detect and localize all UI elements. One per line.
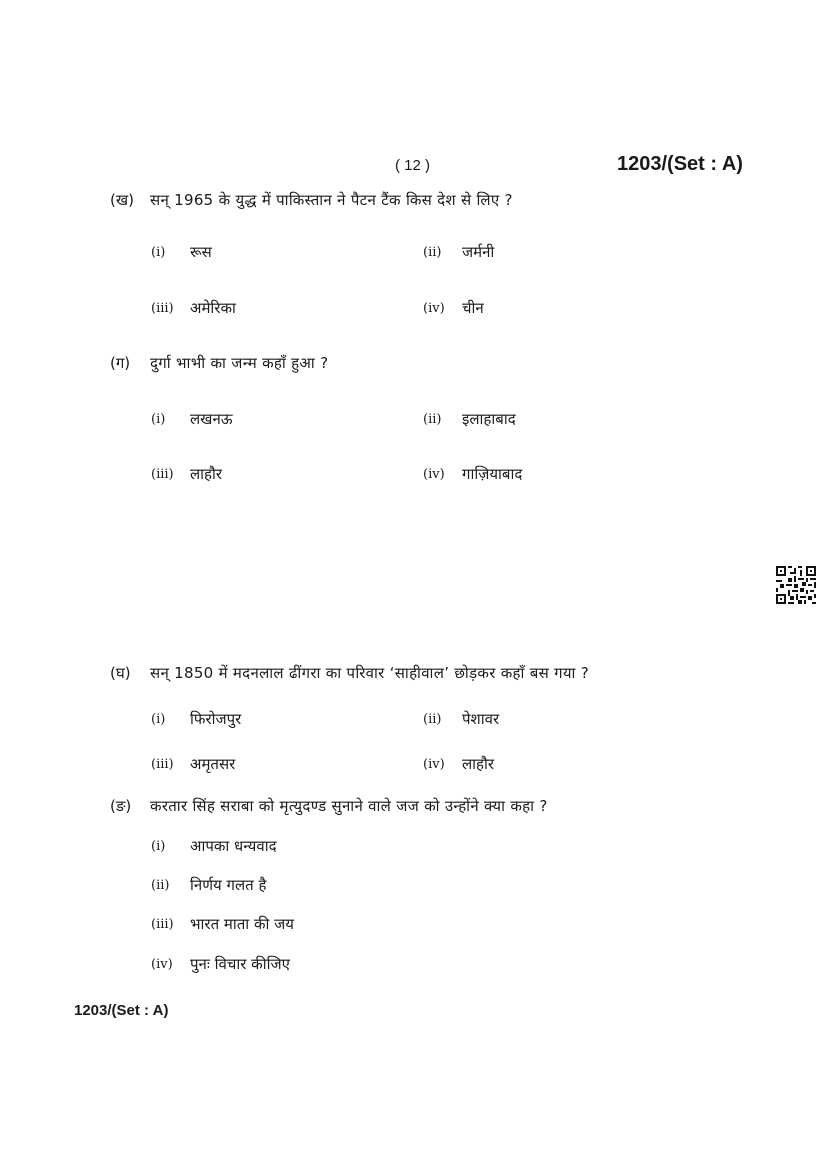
question-label: (ङ)	[110, 797, 132, 815]
option-text: पुनः विचार कीजिए	[190, 955, 290, 973]
paper-code-footer: 1203/(Set : A)	[74, 1002, 169, 1019]
option-text: अमृतसर	[190, 755, 236, 773]
question-text: सन् 1965 के युद्ध में पाकिस्तान ने पैटन टैंक किस देश से लिए ?	[150, 191, 513, 209]
option-text: लखनऊ	[190, 410, 233, 428]
option-number: (ii)	[423, 412, 442, 427]
question-label: (ख)	[110, 191, 134, 209]
option-number: (iv)	[151, 957, 173, 972]
option-text: आपका धन्यवाद	[190, 837, 277, 855]
option-number: (i)	[151, 245, 166, 260]
option-number: (i)	[151, 839, 166, 854]
option-text: लाहौर	[190, 465, 223, 483]
option-number: (i)	[151, 412, 166, 427]
question-text: सन् 1850 में मदनलाल ढींगरा का परिवार ‘साहीवाल’ छोड़कर कहाँ बस गया ?	[150, 664, 590, 682]
page-number: ( 12 )	[395, 157, 431, 174]
option-number: (iii)	[151, 467, 174, 482]
option-number: (ii)	[151, 878, 170, 893]
question-text: दुर्गा भाभी का जन्म कहाँ हुआ ?	[150, 354, 329, 372]
option-number: (iii)	[151, 917, 174, 932]
option-text: चीन	[462, 299, 484, 317]
option-text: रूस	[190, 243, 212, 261]
option-text: लाहौर	[462, 755, 495, 773]
option-number: (ii)	[423, 245, 442, 260]
option-number: (iv)	[423, 301, 445, 316]
option-number: (iii)	[151, 301, 174, 316]
option-number: (i)	[151, 712, 166, 727]
option-text: गाज़ियाबाद	[462, 465, 523, 483]
option-text: भारत माता की जय	[190, 915, 294, 933]
option-text: फिरोजपुर	[190, 710, 242, 728]
qr-code-icon	[776, 566, 816, 604]
question-text: करतार सिंह सराबा को मृत्युदण्ड सुनाने वाले जज को उन्होंने क्या कहा ?	[150, 797, 548, 815]
paper-code-header: 1203/(Set : A)	[617, 153, 743, 175]
question-label: (घ)	[110, 664, 131, 682]
option-text: अमेरिका	[190, 299, 236, 317]
option-text: जर्मनी	[462, 243, 495, 261]
option-number: (ii)	[423, 712, 442, 727]
option-text: पेशावर	[462, 710, 500, 728]
option-number: (iii)	[151, 757, 174, 772]
option-text: इलाहाबाद	[462, 410, 516, 428]
option-number: (iv)	[423, 757, 445, 772]
option-text: निर्णय गलत है	[190, 876, 267, 894]
option-number: (iv)	[423, 467, 445, 482]
question-label: (ग)	[110, 354, 131, 372]
